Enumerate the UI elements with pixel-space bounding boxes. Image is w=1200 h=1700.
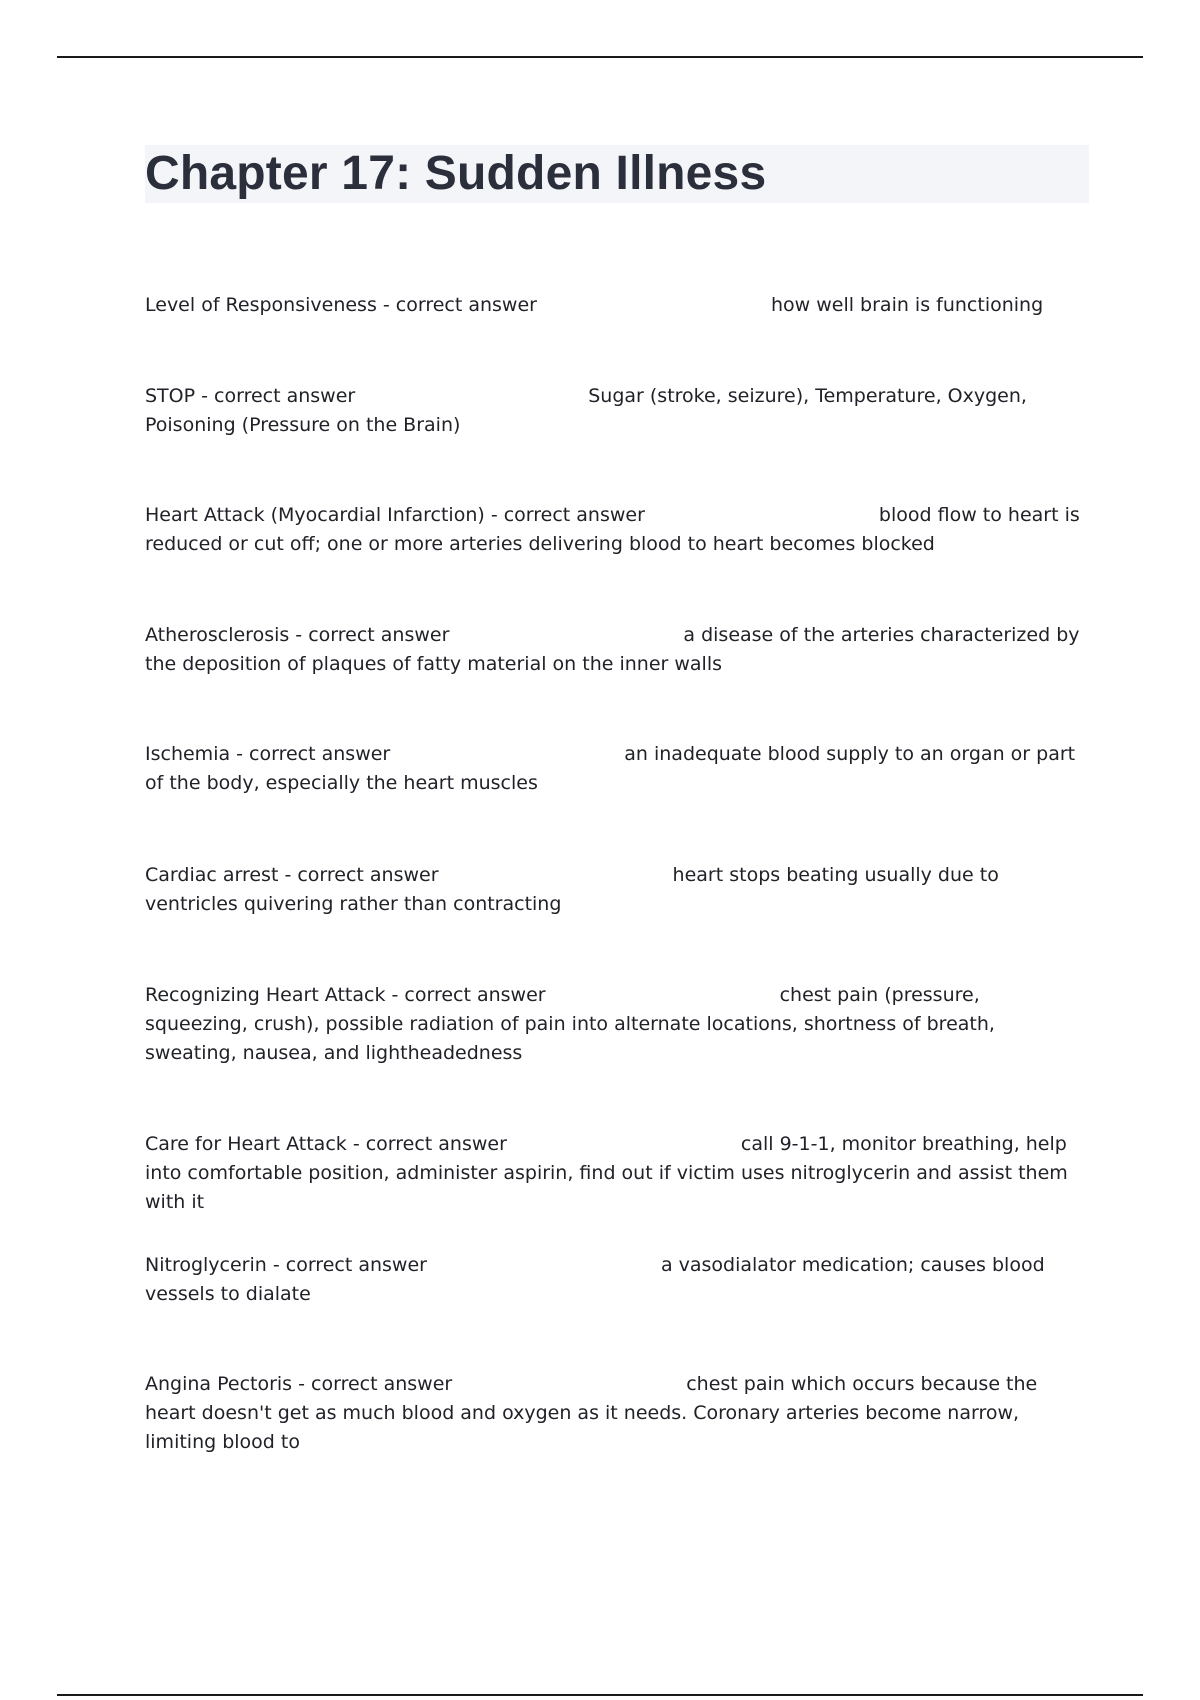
flashcard-entry — [145, 1370, 1085, 1457]
entry-definition: an inadequate blood supply to an organ or part of the body, especially the heart muscles — [145, 743, 1076, 794]
entry-term: Heart Attack (Myocardial Infarction) - correct answer — [145, 504, 645, 526]
bottom-rule — [57, 1694, 1143, 1696]
entry-definition: chest pain which occurs because the heart doesn't get as much blood and oxygen as it needs. Coronary arteries become narrow, limiting blood to — [145, 1373, 1038, 1453]
entry-definition: heart stops beating usually due to ventricles quivering rather than contracting — [145, 864, 999, 915]
flashcard-entry — [145, 1251, 1085, 1309]
entry-term: Ischemia - correct answer — [145, 743, 391, 765]
entry-definition: blood flow to heart is reduced or cut off; one or more arteries delivering blood to heart becomes blocked — [145, 504, 1080, 555]
entry-definition: a vasodialator medication; causes blood vessels to dialate — [145, 1254, 1045, 1305]
entry-term: Level of Responsiveness - correct answer — [145, 294, 537, 316]
entry-definition: how well brain is functioning — [770, 294, 1044, 316]
entry-term: Cardiac arrest - correct answer — [145, 864, 439, 886]
flashcard-entry — [145, 291, 1085, 320]
flashcard-entry — [145, 621, 1085, 679]
entry-term: STOP - correct answer — [145, 385, 356, 407]
entry-definition: chest pain (pressure, squeezing, crush), possible radiation of pain into alternate locations, shortness of breath, sweating, nausea, and lightheadedness — [145, 984, 995, 1064]
entry-term: Nitroglycerin - correct answer — [145, 1254, 427, 1276]
entry-definition: a disease of the arteries characterized by the deposition of plaques of fatty material on the inner walls — [145, 624, 1080, 675]
page-title: Chapter 17: Sudden Illness — [145, 147, 767, 200]
top-rule — [57, 56, 1143, 58]
entry-term: Atherosclerosis - correct answer — [145, 624, 450, 646]
flashcard-entry — [145, 981, 1085, 1068]
flashcard-entry — [145, 382, 1085, 440]
entry-definition: call 9-1-1, monitor breathing, help into comfortable position, administer aspirin, find out if victim uses nitroglycerin and assist them with it — [145, 1133, 1068, 1213]
flashcard-entry — [145, 501, 1085, 559]
entry-term: Care for Heart Attack - correct answer — [145, 1133, 507, 1155]
entry-term: Recognizing Heart Attack - correct answer — [145, 984, 546, 1006]
flashcard-entry — [145, 861, 1085, 919]
flashcard-entry — [145, 740, 1085, 798]
flashcard-entry — [145, 1130, 1085, 1217]
entry-term: Angina Pectoris - correct answer — [145, 1373, 453, 1395]
entry-definition: Sugar (stroke, seizure), Temperature, Oxygen, Poisoning (Pressure on the Brain) — [145, 385, 1027, 436]
